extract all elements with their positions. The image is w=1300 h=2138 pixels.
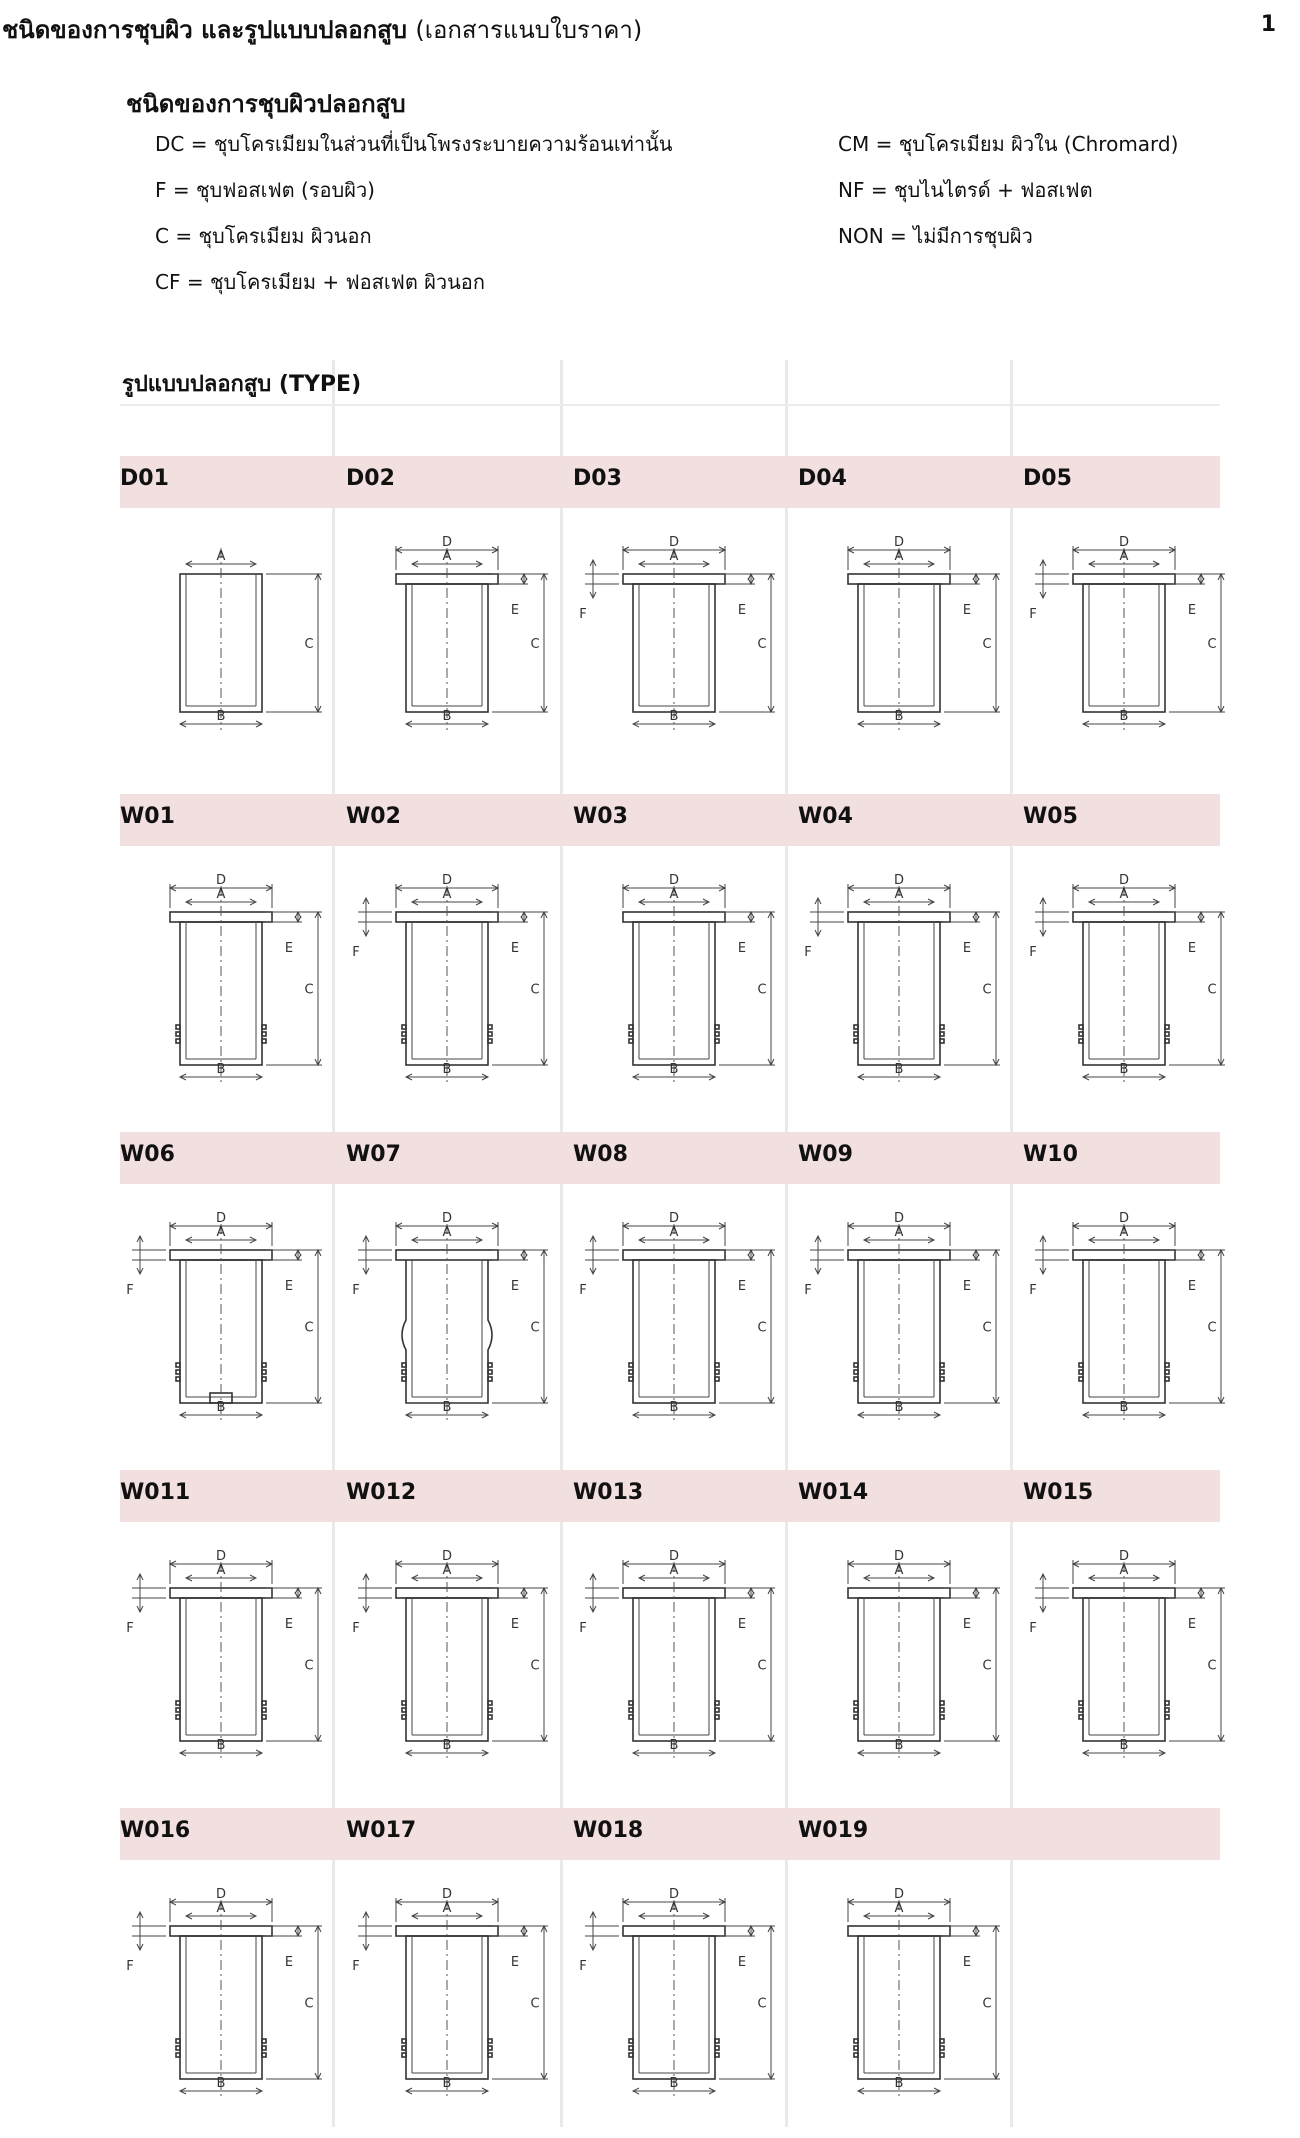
liner-drawing: [352, 1211, 548, 1421]
coating-code-dc: DC = ชุบโครเมียมในส่วนที่เป็นโพรงระบายความร้อนเท่านั้น: [155, 132, 673, 156]
document-title: [2, 10, 642, 49]
liner-diagram: [120, 1526, 342, 1798]
liner-type-label: W03: [573, 804, 628, 829]
liner-type-row: [120, 1470, 1220, 1800]
dimension-b-label: B: [216, 709, 226, 724]
dimension-f-label: F: [1029, 945, 1037, 960]
liner-diagram: [120, 1864, 342, 2136]
dimension-d-label: D: [893, 1549, 905, 1564]
dimension-e-label: E: [962, 603, 972, 618]
dimension-f-label: F: [579, 1283, 587, 1298]
dimension-a-label: A: [894, 1225, 904, 1240]
liner-type-cell: [346, 794, 568, 1124]
dimension-d-label: D: [1118, 1549, 1130, 1564]
dimension-e-label: E: [284, 1617, 294, 1632]
dimension-a-label: A: [442, 887, 452, 902]
liner-drawing: [1029, 1211, 1225, 1421]
liner-type-grid: [120, 360, 1220, 2127]
dimension-d-label: D: [215, 1549, 227, 1564]
liner-diagram: [798, 850, 1020, 1122]
liner-type-label: W04: [798, 804, 853, 829]
liner-diagram: [798, 1188, 1020, 1460]
dimension-b-label: B: [442, 2076, 452, 2091]
dimension-a-label: A: [894, 1563, 904, 1578]
liner-type-cell: [120, 1132, 342, 1462]
liner-drawing: [579, 1211, 775, 1421]
dimension-e-label: E: [737, 941, 747, 956]
liner-drawing: [579, 535, 775, 730]
liner-drawing: [352, 1549, 548, 1759]
liner-diagram: [1023, 1526, 1245, 1798]
dimension-a-label: A: [669, 1225, 679, 1240]
liner-drawing: [180, 548, 322, 730]
liner-drawing: [1029, 1549, 1225, 1759]
dimension-f-label: F: [1029, 1283, 1037, 1298]
dimension-b-label: B: [894, 1062, 904, 1077]
dimension-a-label: A: [1119, 1225, 1129, 1240]
liner-type-row: [120, 1808, 1220, 2138]
coating-code-nf: NF = ชุบไนไตรด์ + ฟอสเฟต: [838, 178, 1093, 202]
dimension-c-label: C: [757, 1320, 767, 1336]
liner-diagram: [120, 512, 342, 784]
liner-diagram: [346, 1864, 568, 2136]
liner-type-label: W01: [120, 804, 175, 829]
dimension-d-label: D: [893, 1211, 905, 1226]
dimension-c-label: C: [530, 982, 540, 998]
coating-codes-left: [155, 132, 672, 316]
dimension-a-label: A: [216, 1901, 226, 1916]
dimension-a-label: A: [894, 887, 904, 902]
dimension-e-label: E: [962, 941, 972, 956]
liner-drawing: [848, 535, 1000, 730]
dimension-e-label: E: [1187, 603, 1197, 618]
liner-type-label: W015: [1023, 1480, 1094, 1505]
liner-type-label: W08: [573, 1142, 628, 1167]
dimension-e-label: E: [1187, 941, 1197, 956]
dimension-e-label: E: [962, 1955, 972, 1970]
liner-drawing: [352, 1887, 548, 2097]
liner-diagram: [573, 1526, 795, 1798]
liner-diagram: [573, 1864, 795, 2136]
dimension-e-label: E: [510, 941, 520, 956]
liner-diagram: [346, 512, 568, 784]
dimension-a-label: A: [442, 1225, 452, 1240]
liner-type-cell: [346, 1132, 568, 1462]
dimension-e-label: E: [737, 1955, 747, 1970]
dimension-d-label: D: [668, 873, 680, 888]
liner-type-row: [120, 794, 1220, 1124]
dimension-d-label: D: [1118, 535, 1130, 550]
liner-type-cell: [798, 1132, 1020, 1462]
liner-drawing: [396, 535, 548, 730]
page-number: 1: [1260, 12, 1276, 37]
dimension-e-label: E: [284, 1955, 294, 1970]
dimension-b-label: B: [894, 2076, 904, 2091]
liner-drawing: [579, 1549, 775, 1759]
dimension-a-label: A: [669, 1563, 679, 1578]
dimension-f-label: F: [1029, 1621, 1037, 1636]
liner-type-cell: [573, 456, 795, 786]
liner-drawing: [126, 1211, 322, 1421]
liner-drawing: [352, 873, 548, 1083]
liner-type-cell: [798, 1808, 1020, 2138]
dimension-d-label: D: [441, 1549, 453, 1564]
dimension-c-label: C: [757, 1658, 767, 1674]
liner-drawing: [1029, 535, 1225, 730]
coating-code-non: NON = ไม่มีการชุบผิว: [838, 224, 1033, 248]
liner-type-label: W07: [346, 1142, 401, 1167]
dimension-b-label: B: [669, 1400, 679, 1415]
liner-type-cell: [120, 794, 342, 1124]
dimension-e-label: E: [962, 1617, 972, 1632]
document-title-main: ชนิดของการชุบผิว และรูปแบบปลอกสูบ: [2, 16, 408, 44]
dimension-d-label: D: [441, 873, 453, 888]
dimension-b-label: B: [669, 2076, 679, 2091]
dimension-e-label: E: [284, 941, 294, 956]
dimension-d-label: D: [215, 873, 227, 888]
dimension-b-label: B: [442, 1062, 452, 1077]
dimension-b-label: B: [669, 1062, 679, 1077]
liner-type-cell: [120, 1470, 342, 1800]
liner-diagram: [798, 1864, 1020, 2136]
dimension-a-label: A: [1119, 549, 1129, 564]
dimension-f-label: F: [1029, 607, 1037, 622]
liner-diagram: [573, 1188, 795, 1460]
liner-type-label: W013: [573, 1480, 644, 1505]
dimension-a-label: A: [669, 887, 679, 902]
dimension-b-label: B: [1119, 1400, 1129, 1415]
grid-divider: [120, 404, 1220, 406]
liner-drawing: [579, 1887, 775, 2097]
dimension-e-label: E: [1187, 1279, 1197, 1294]
liner-type-row: [120, 1132, 1220, 1462]
dimension-c-label: C: [982, 637, 992, 652]
dimension-e-label: E: [510, 603, 520, 618]
dimension-b-label: B: [1119, 709, 1129, 724]
dimension-e-label: E: [510, 1955, 520, 1970]
liner-type-cell: [798, 1470, 1020, 1800]
dimension-b-label: B: [216, 2076, 226, 2091]
dimension-f-label: F: [352, 1959, 360, 1974]
dimension-d-label: D: [441, 535, 453, 550]
liner-type-label: D01: [120, 466, 169, 491]
liner-type-cell: [346, 1808, 568, 2138]
dimension-a-label: A: [669, 1901, 679, 1916]
dimension-c-label: C: [1207, 1658, 1217, 1674]
liner-type-cell: [798, 456, 1020, 786]
dimension-b-label: B: [442, 1400, 452, 1415]
liner-drawing: [848, 1887, 1000, 2097]
liner-type-label: W012: [346, 1480, 417, 1505]
liner-type-label: W017: [346, 1818, 417, 1843]
dimension-f-label: F: [804, 1283, 812, 1298]
dimension-a-label: A: [1119, 1563, 1129, 1578]
liner-type-label: W016: [120, 1818, 191, 1843]
dimension-a-label: A: [216, 1225, 226, 1240]
dimension-b-label: B: [669, 1738, 679, 1753]
dimension-c-label: C: [530, 1320, 540, 1336]
coating-code-f: F = ชุบฟอสเฟต (รอบผิว): [155, 178, 375, 202]
liner-type-label: D04: [798, 466, 847, 491]
liner-type-label: W018: [573, 1818, 644, 1843]
liner-type-label: W06: [120, 1142, 175, 1167]
liner-drawing: [126, 1549, 322, 1759]
liner-drawing: [623, 873, 775, 1083]
dimension-a-label: A: [442, 1901, 452, 1916]
liner-diagram: [798, 512, 1020, 784]
liner-diagram: [1023, 1188, 1245, 1460]
liner-type-cell: [120, 1808, 342, 2138]
dimension-b-label: B: [894, 709, 904, 724]
liner-type-label: D02: [346, 466, 395, 491]
dimension-a-label: A: [669, 549, 679, 564]
dimension-a-label: A: [1119, 887, 1129, 902]
dimension-b-label: B: [442, 709, 452, 724]
dimension-d-label: D: [215, 1887, 227, 1902]
dimension-b-label: B: [216, 1738, 226, 1753]
dimension-f-label: F: [126, 1283, 134, 1298]
liner-type-cell: [346, 1470, 568, 1800]
dimension-b-label: B: [1119, 1062, 1129, 1077]
dimension-c-label: C: [530, 1658, 540, 1674]
dimension-c-label: C: [757, 982, 767, 998]
dimension-a-label: A: [442, 1563, 452, 1578]
liner-type-cell: [1023, 794, 1245, 1124]
liner-diagram: [573, 850, 795, 1122]
dimension-f-label: F: [579, 1621, 587, 1636]
liner-type-label: W10: [1023, 1142, 1078, 1167]
dimension-b-label: B: [216, 1400, 226, 1415]
dimension-c-label: C: [304, 982, 314, 998]
dimension-e-label: E: [510, 1279, 520, 1294]
dimension-b-label: B: [216, 1062, 226, 1077]
liner-type-label: W014: [798, 1480, 869, 1505]
liner-type-label: D05: [1023, 466, 1072, 491]
liner-drawing: [804, 873, 1000, 1083]
dimension-a-label: A: [216, 1563, 226, 1578]
dimension-d-label: D: [668, 1549, 680, 1564]
liner-type-row: [120, 456, 1220, 786]
dimension-d-label: D: [1118, 873, 1130, 888]
page-header: [0, 0, 1300, 52]
dimension-d-label: D: [668, 1887, 680, 1902]
dimension-a-label: A: [216, 549, 226, 564]
dimension-c-label: C: [982, 1320, 992, 1336]
dimension-d-label: D: [893, 1887, 905, 1902]
liner-type-cell: [1023, 1132, 1245, 1462]
liner-type-label: W02: [346, 804, 401, 829]
liner-type-label: W011: [120, 1480, 191, 1505]
dimension-a-label: A: [442, 549, 452, 564]
dimension-f-label: F: [352, 1621, 360, 1636]
liner-type-cell: [573, 1470, 795, 1800]
liner-diagram: [1023, 850, 1245, 1122]
coating-section-heading: ชนิดของการชุบผิวปลอกสูบ: [126, 90, 406, 118]
liner-drawing: [170, 873, 322, 1083]
liner-drawing: [848, 1549, 1000, 1759]
dimension-c-label: C: [757, 637, 767, 652]
dimension-b-label: B: [894, 1738, 904, 1753]
dimension-a-label: A: [216, 887, 226, 902]
dimension-c-label: C: [304, 1658, 314, 1674]
liner-drawing: [804, 1211, 1000, 1421]
dimension-e-label: E: [962, 1279, 972, 1294]
liner-diagram: [1023, 512, 1245, 784]
dimension-d-label: D: [893, 873, 905, 888]
dimension-f-label: F: [126, 1959, 134, 1974]
liner-type-cell: [798, 794, 1020, 1124]
dimension-e-label: E: [510, 1617, 520, 1632]
coating-code-c: C = ชุบโครเมียม ผิวนอก: [155, 224, 372, 248]
liner-diagram: [573, 512, 795, 784]
dimension-f-label: F: [352, 1283, 360, 1298]
coating-code-cf: CF = ชุบโครเมียม + ฟอสเฟต ผิวนอก: [155, 270, 485, 294]
liner-drawing: [126, 1887, 322, 2097]
dimension-e-label: E: [737, 603, 747, 618]
liner-diagram: [346, 1526, 568, 1798]
dimension-d-label: D: [441, 1887, 453, 1902]
liner-type-cell: [1023, 1470, 1245, 1800]
liner-type-cell: [573, 794, 795, 1124]
dimension-c-label: C: [304, 1996, 314, 2012]
liner-type-cell: [573, 1132, 795, 1462]
dimension-e-label: E: [284, 1279, 294, 1294]
dimension-c-label: C: [757, 1996, 767, 2012]
liner-type-cell: [1023, 456, 1245, 786]
liner-type-label: W05: [1023, 804, 1078, 829]
liner-diagram: [346, 850, 568, 1122]
liner-diagram: [120, 1188, 342, 1460]
dimension-e-label: E: [1187, 1617, 1197, 1632]
dimension-d-label: D: [215, 1211, 227, 1226]
liner-diagram: [120, 850, 342, 1122]
dimension-c-label: C: [530, 637, 540, 652]
dimension-c-label: C: [1207, 982, 1217, 998]
liner-diagram: [798, 1526, 1020, 1798]
dimension-b-label: B: [894, 1400, 904, 1415]
dimension-e-label: E: [737, 1279, 747, 1294]
dimension-f-label: F: [579, 1959, 587, 1974]
dimension-f-label: F: [579, 607, 587, 622]
dimension-c-label: C: [304, 637, 314, 652]
dimension-c-label: C: [982, 1658, 992, 1674]
liner-type-label: W09: [798, 1142, 853, 1167]
dimension-a-label: A: [894, 549, 904, 564]
document-title-sub: (เอกสารแนบใบราคา): [415, 16, 643, 44]
coating-code-cm: CM = ชุบโครเมียม ผิวใน (Chromard): [838, 132, 1179, 156]
liner-type-label: D03: [573, 466, 622, 491]
dimension-c-label: C: [304, 1320, 314, 1336]
coating-codes-right: [838, 132, 1178, 270]
dimension-c-label: C: [1207, 1320, 1217, 1336]
dimension-f-label: F: [804, 945, 812, 960]
dimension-f-label: F: [126, 1621, 134, 1636]
dimension-e-label: E: [737, 1617, 747, 1632]
dimension-d-label: D: [893, 535, 905, 550]
dimension-c-label: C: [530, 1996, 540, 2012]
dimension-f-label: F: [352, 945, 360, 960]
liner-type-cell: [120, 456, 342, 786]
liner-type-heading: รูปแบบปลอกสูบ (TYPE): [122, 372, 362, 397]
dimension-c-label: C: [982, 1996, 992, 2012]
dimension-b-label: B: [442, 1738, 452, 1753]
dimension-b-label: B: [669, 709, 679, 724]
dimension-b-label: B: [1119, 1738, 1129, 1753]
liner-type-label: W019: [798, 1818, 869, 1843]
dimension-c-label: C: [982, 982, 992, 998]
dimension-d-label: D: [668, 1211, 680, 1226]
dimension-c-label: C: [1207, 637, 1217, 652]
liner-diagram: [346, 1188, 568, 1460]
dimension-d-label: D: [1118, 1211, 1130, 1226]
dimension-d-label: D: [441, 1211, 453, 1226]
liner-type-cell: [573, 1808, 795, 2138]
liner-drawing: [1029, 873, 1225, 1083]
dimension-a-label: A: [894, 1901, 904, 1916]
liner-type-cell: [346, 456, 568, 786]
dimension-d-label: D: [668, 535, 680, 550]
